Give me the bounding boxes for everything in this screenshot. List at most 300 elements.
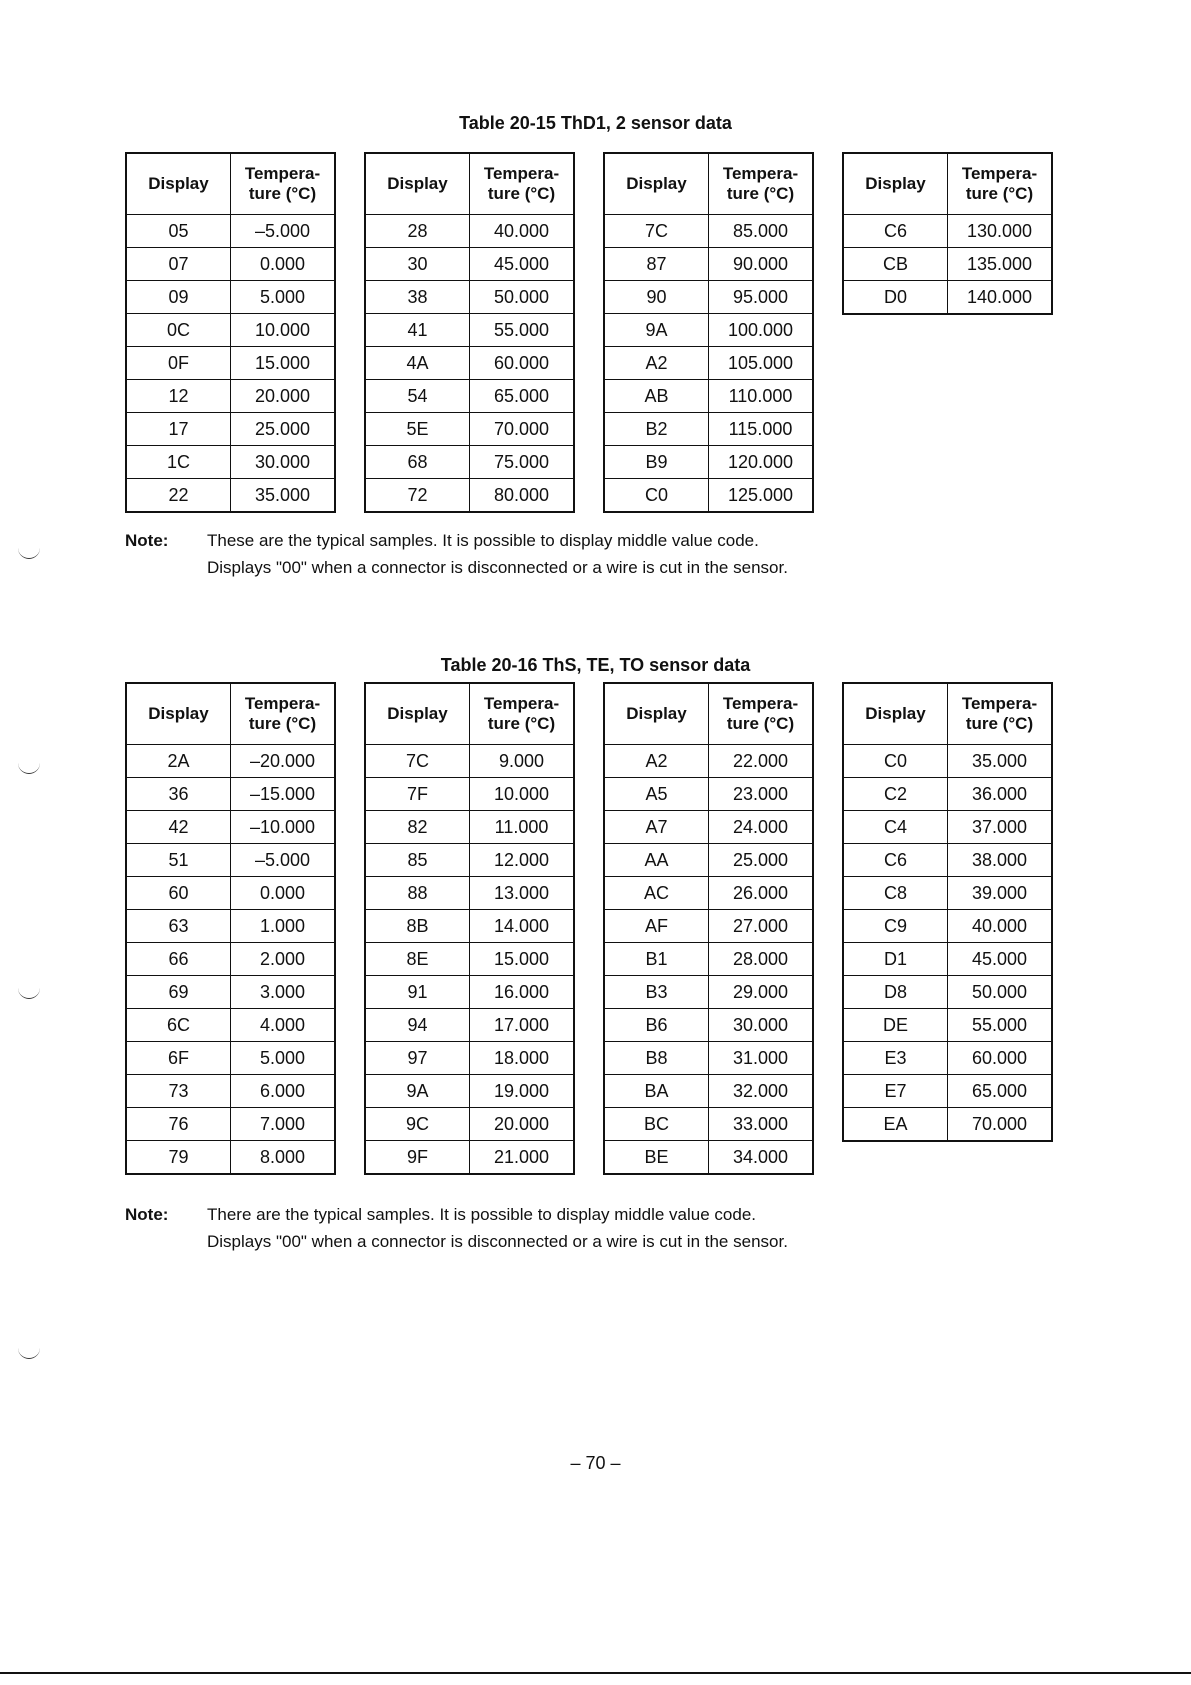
temperature-cell: 125.000 [709,479,814,513]
table-row [126,976,335,1009]
table-row [604,910,813,943]
table-row [126,446,335,479]
display-code-cell: 82 [365,811,470,844]
temperature-cell: 14.000 [470,910,575,943]
display-code-cell: D8 [843,976,948,1009]
table-row [365,479,574,513]
temperature-cell: 140.000 [948,281,1053,315]
display-code-cell: 0C [126,314,231,347]
display-code-cell: 9A [604,314,709,347]
header-line: Tempera- [483,693,560,713]
table-row [604,380,813,413]
table-row [126,380,335,413]
sensor-data-table [603,682,814,1175]
display-code-cell: AF [604,910,709,943]
temperature-cell: 60.000 [948,1042,1053,1075]
temperature-cell: 105.000 [709,347,814,380]
temperature-cell: 10.000 [231,314,336,347]
table-row [604,1042,813,1075]
table-row [126,281,335,314]
table-row [843,910,1052,943]
display-code-cell: BA [604,1075,709,1108]
table-row [604,413,813,446]
temperature-cell: 31.000 [709,1042,814,1075]
display-code-cell: E7 [843,1075,948,1108]
temperature-cell: 39.000 [948,877,1053,910]
table-row [126,745,335,778]
display-code-cell: 7C [365,745,470,778]
temperature-cell: 34.000 [709,1141,814,1175]
temperature-cell: –5.000 [231,215,336,248]
table-row [843,844,1052,877]
table-row [365,215,574,248]
table-20-16 [125,682,1053,1175]
temperature-cell: 0.000 [231,877,336,910]
display-code-cell: C6 [843,844,948,877]
display-column-header: Display [604,153,709,215]
display-code-cell: 6C [126,1009,231,1042]
display-code-cell: 8E [365,943,470,976]
display-code-cell: BC [604,1108,709,1141]
temperature-cell: 80.000 [470,479,575,513]
display-code-cell: 79 [126,1141,231,1175]
temperature-cell: 7.000 [231,1108,336,1141]
table-20-15 [125,152,1053,513]
table-row [604,314,813,347]
display-code-cell: B8 [604,1042,709,1075]
temperature-cell: 13.000 [470,877,575,910]
table-row [365,446,574,479]
header-row [365,153,574,215]
temperature-cell: 70.000 [470,413,575,446]
header-row [604,683,813,745]
header-row [843,683,1052,745]
temperature-cell: 19.000 [470,1075,575,1108]
display-code-cell: 60 [126,877,231,910]
table-row [843,811,1052,844]
table-row [365,976,574,1009]
sensor-data-table [364,682,575,1175]
temperature-cell: 85.000 [709,215,814,248]
display-code-cell: C4 [843,811,948,844]
table-20-16-caption: Table 20-16 ThS, TE, TO sensor data [440,655,751,675]
table-row [365,347,574,380]
temperature-cell: 65.000 [948,1075,1053,1108]
display-code-cell: AC [604,877,709,910]
header-line: ture (°C) [487,184,556,203]
display-code-cell: 41 [365,314,470,347]
header-line: ture (°C) [726,184,795,203]
display-code-cell: 73 [126,1075,231,1108]
table-row [604,943,813,976]
table-row [604,248,813,281]
sensor-data-table [842,152,1053,315]
table-row [126,1042,335,1075]
page-number: – 70 – [570,1453,621,1473]
display-code-cell: CB [843,248,948,281]
temperature-cell: 22.000 [709,745,814,778]
header-row [365,683,574,745]
display-code-cell: 30 [365,248,470,281]
temperature-cell: 90.000 [709,248,814,281]
table-row [604,1108,813,1141]
header-line: Tempera- [961,163,1038,183]
temperature-cell: 95.000 [709,281,814,314]
note-line: These are the typical samples. It is possible to display middle value code. [207,531,759,550]
temperature-cell: 29.000 [709,976,814,1009]
temperature-cell: 50.000 [470,281,575,314]
display-code-cell: 12 [126,380,231,413]
temperature-cell: 32.000 [709,1075,814,1108]
display-code-cell: 7C [604,215,709,248]
display-code-cell: 2A [126,745,231,778]
sensor-data-table [842,682,1053,1142]
temperature-cell: 35.000 [231,479,336,513]
display-code-cell: 97 [365,1042,470,1075]
table-row [365,413,574,446]
table-row [604,976,813,1009]
display-code-cell: 36 [126,778,231,811]
temperature-cell: 33.000 [709,1108,814,1141]
display-code-cell: 91 [365,976,470,1009]
temperature-cell: 70.000 [948,1108,1053,1142]
temperature-cell: –15.000 [231,778,336,811]
temperature-cell: 23.000 [709,778,814,811]
temperature-cell: 18.000 [470,1042,575,1075]
display-code-cell: A5 [604,778,709,811]
table-row [604,1009,813,1042]
display-code-cell: EA [843,1108,948,1142]
table-row [365,943,574,976]
header-line: ture (°C) [965,184,1034,203]
table-row [126,248,335,281]
display-code-cell: 7F [365,778,470,811]
temperature-cell: 4.000 [231,1009,336,1042]
table-row [843,1075,1052,1108]
display-code-cell: AA [604,844,709,877]
table-row [365,910,574,943]
table-row [604,1075,813,1108]
display-column-header: Display [843,153,948,215]
binding-hole-mark [18,763,40,774]
header-line: ture (°C) [965,714,1034,733]
display-code-cell: B9 [604,446,709,479]
note-line: Displays "00" when a connector is disconnected or a wire is cut in the sensor. [207,558,788,577]
table-row [126,215,335,248]
header-line: ture (°C) [248,714,317,733]
temperature-cell: 60.000 [470,347,575,380]
table-row [843,215,1052,248]
table-row [843,943,1052,976]
temperature-cell: 75.000 [470,446,575,479]
temperature-cell: 28.000 [709,943,814,976]
sensor-data-table [364,152,575,513]
display-code-cell: C8 [843,877,948,910]
display-code-cell: C0 [843,745,948,778]
display-code-cell: B3 [604,976,709,1009]
display-code-cell: DE [843,1009,948,1042]
temperature-cell: 25.000 [709,844,814,877]
table-row [365,1108,574,1141]
table-row [126,1009,335,1042]
table-row [843,877,1052,910]
display-code-cell: A2 [604,745,709,778]
table-20-15-caption: Table 20-15 ThD1, 2 sensor data [459,113,732,133]
temperature-cell: 20.000 [470,1108,575,1141]
display-code-cell: 5E [365,413,470,446]
temperature-cell: 5.000 [231,281,336,314]
temperature-cell: 40.000 [948,910,1053,943]
header-row [843,153,1052,215]
temperature-cell: 36.000 [948,778,1053,811]
table-row [365,1009,574,1042]
table-row [604,844,813,877]
display-code-cell: 4A [365,347,470,380]
note-line: Displays "00" when a connector is disconnected or a wire is cut in the sensor. [207,1232,788,1251]
table-row [126,1075,335,1108]
display-code-cell: 9F [365,1141,470,1175]
temperature-column-header [948,683,1053,745]
display-code-cell: 38 [365,281,470,314]
display-code-cell: D1 [843,943,948,976]
table-row [365,877,574,910]
binding-hole-mark [18,988,40,999]
display-column-header: Display [843,683,948,745]
display-code-cell: 90 [604,281,709,314]
sensor-data-table [603,152,814,513]
display-code-cell: 76 [126,1108,231,1141]
table-row [126,479,335,513]
header-row [604,153,813,215]
display-code-cell: 6F [126,1042,231,1075]
temperature-cell: 17.000 [470,1009,575,1042]
display-column-header: Display [126,683,231,745]
temperature-column-header [470,683,575,745]
temperature-cell: 35.000 [948,745,1053,778]
table-row [843,778,1052,811]
header-line: ture (°C) [726,714,795,733]
table-row [604,877,813,910]
table-row [365,1042,574,1075]
temperature-cell: 6.000 [231,1075,336,1108]
table-row [843,1042,1052,1075]
table-row [126,910,335,943]
header-line: ture (°C) [487,714,556,733]
header-line: Tempera- [244,693,321,713]
table-row [604,446,813,479]
display-code-cell: C0 [604,479,709,513]
display-code-cell: 94 [365,1009,470,1042]
display-code-cell: 07 [126,248,231,281]
temperature-cell: 3.000 [231,976,336,1009]
temperature-cell: 12.000 [470,844,575,877]
temperature-cell: 100.000 [709,314,814,347]
table-row [843,248,1052,281]
table-row [365,778,574,811]
table-row [126,778,335,811]
note-label: Note: [125,531,169,550]
temperature-cell: 0.000 [231,248,336,281]
display-column-header: Display [126,153,231,215]
temperature-cell: 11.000 [470,811,575,844]
display-code-cell: 88 [365,877,470,910]
display-column-header: Display [365,683,470,745]
display-column-header: Display [365,153,470,215]
table-row [843,745,1052,778]
display-code-cell: 8B [365,910,470,943]
table-row [604,1141,813,1175]
temperature-cell: 15.000 [470,943,575,976]
display-code-cell: 63 [126,910,231,943]
display-code-cell: 72 [365,479,470,513]
table-row [365,314,574,347]
display-code-cell: E3 [843,1042,948,1075]
table-row [365,380,574,413]
table-row [365,248,574,281]
table-row [843,1108,1052,1142]
display-code-cell: 42 [126,811,231,844]
temperature-cell: 2.000 [231,943,336,976]
temperature-cell: –5.000 [231,844,336,877]
temperature-cell: 20.000 [231,380,336,413]
display-code-cell: 05 [126,215,231,248]
table-row [365,844,574,877]
display-code-cell: 22 [126,479,231,513]
table-row [604,479,813,513]
display-code-cell: AB [604,380,709,413]
table-row [126,811,335,844]
display-column-header: Display [604,683,709,745]
temperature-cell: 38.000 [948,844,1053,877]
temperature-cell: 25.000 [231,413,336,446]
temperature-cell: 135.000 [948,248,1053,281]
temperature-cell: 55.000 [470,314,575,347]
temperature-cell: 110.000 [709,380,814,413]
display-code-cell: B2 [604,413,709,446]
display-code-cell: 66 [126,943,231,976]
note-line: There are the typical samples. It is possible to display middle value code. [207,1205,756,1224]
table-row [365,1141,574,1175]
binding-hole-mark [18,548,40,559]
table-row [126,314,335,347]
display-code-cell: 9A [365,1075,470,1108]
table-row [126,413,335,446]
table-row [126,943,335,976]
temperature-cell: 30.000 [231,446,336,479]
display-code-cell: 68 [365,446,470,479]
temperature-cell: 10.000 [470,778,575,811]
display-code-cell: A7 [604,811,709,844]
header-line: Tempera- [722,693,799,713]
note-label: Note: [125,1205,169,1224]
temperature-cell: 5.000 [231,1042,336,1075]
display-code-cell: 69 [126,976,231,1009]
header-row [126,153,335,215]
temperature-cell: 37.000 [948,811,1053,844]
display-code-cell: 1C [126,446,231,479]
table-row [126,1108,335,1141]
table-row [365,1075,574,1108]
table-row [126,844,335,877]
table-row [604,281,813,314]
temperature-cell: 9.000 [470,745,575,778]
sensor-data-table [125,152,336,513]
display-code-cell: A2 [604,347,709,380]
temperature-cell: 8.000 [231,1141,336,1175]
temperature-cell: 26.000 [709,877,814,910]
display-code-cell: 0F [126,347,231,380]
table-row [604,215,813,248]
binding-hole-mark [18,1348,40,1359]
temperature-cell: 24.000 [709,811,814,844]
temperature-cell: 40.000 [470,215,575,248]
header-line: Tempera- [722,163,799,183]
temperature-cell: 27.000 [709,910,814,943]
display-code-cell: 85 [365,844,470,877]
header-line: Tempera- [244,163,321,183]
temperature-column-header [709,683,814,745]
temperature-cell: 130.000 [948,215,1053,248]
display-code-cell: D0 [843,281,948,315]
display-code-cell: 17 [126,413,231,446]
table-row [604,778,813,811]
display-code-cell: B6 [604,1009,709,1042]
temperature-cell: 21.000 [470,1141,575,1175]
display-code-cell: 9C [365,1108,470,1141]
temperature-cell: 16.000 [470,976,575,1009]
display-code-cell: B1 [604,943,709,976]
temperature-cell: 115.000 [709,413,814,446]
table-row [604,811,813,844]
temperature-cell: –20.000 [231,745,336,778]
temperature-column-header [470,153,575,215]
header-line: Tempera- [961,693,1038,713]
header-line: ture (°C) [248,184,317,203]
temperature-column-header [231,153,336,215]
temperature-cell: 30.000 [709,1009,814,1042]
table-row [365,281,574,314]
temperature-cell: 15.000 [231,347,336,380]
temperature-cell: 45.000 [948,943,1053,976]
display-code-cell: 51 [126,844,231,877]
temperature-cell: 50.000 [948,976,1053,1009]
temperature-cell: 65.000 [470,380,575,413]
display-code-cell: 87 [604,248,709,281]
display-code-cell: 54 [365,380,470,413]
display-code-cell: 09 [126,281,231,314]
table-row [604,347,813,380]
temperature-cell: 120.000 [709,446,814,479]
display-code-cell: C2 [843,778,948,811]
table-row [126,1141,335,1175]
temperature-column-header [231,683,336,745]
header-line: Tempera- [483,163,560,183]
temperature-cell: 55.000 [948,1009,1053,1042]
temperature-column-header [709,153,814,215]
temperature-cell: 1.000 [231,910,336,943]
display-code-cell: C6 [843,215,948,248]
display-code-cell: BE [604,1141,709,1175]
table-row [126,877,335,910]
display-code-cell: C9 [843,910,948,943]
table-row [843,281,1052,315]
table-row [365,811,574,844]
sensor-data-table [125,682,336,1175]
display-code-cell: 28 [365,215,470,248]
header-row [126,683,335,745]
table-row [843,976,1052,1009]
page-edge-line [0,1672,1191,1674]
